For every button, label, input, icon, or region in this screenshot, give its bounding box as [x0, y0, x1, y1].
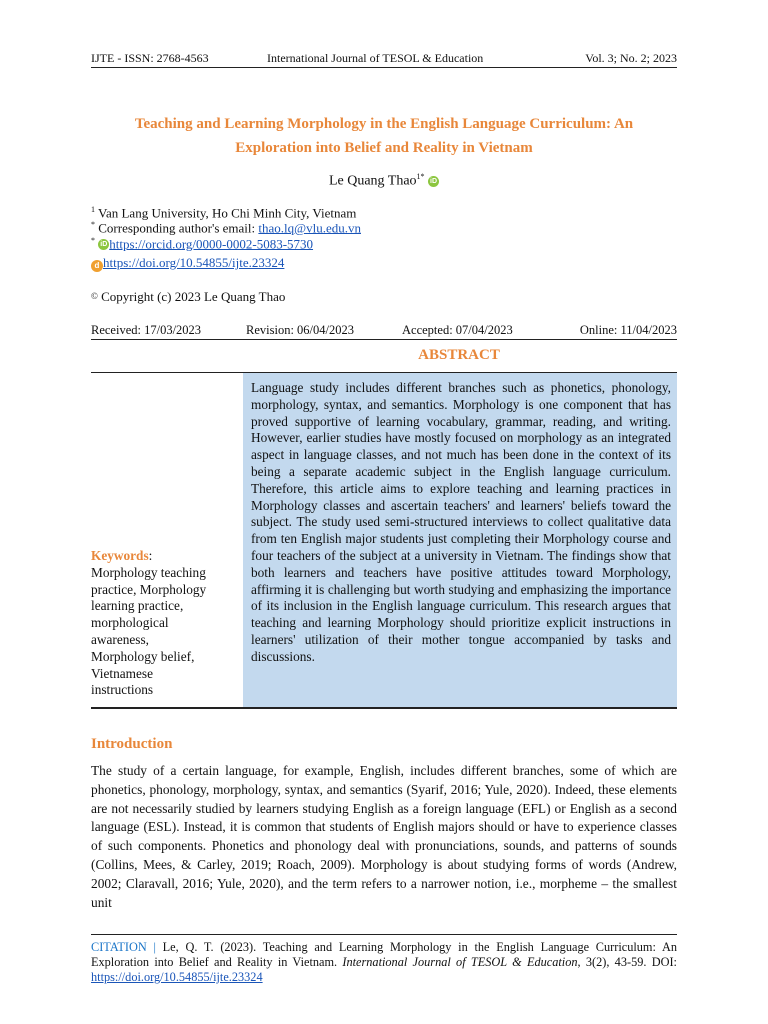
orcid-icon[interactable]: iD	[100, 241, 108, 249]
aff-number: 1	[91, 205, 95, 214]
citation-block	[91, 940, 677, 985]
citation-label: CITATION	[91, 940, 147, 954]
dates-row	[91, 323, 677, 340]
corr-mark: *	[91, 220, 95, 229]
doi-line	[91, 255, 284, 272]
keywords-colon: :	[148, 548, 153, 563]
copyright-icon: ©	[91, 291, 98, 301]
title-line-2: Exploration into Belief and Reality in Vietnam	[235, 140, 533, 156]
corr-label: Corresponding author's email:	[98, 220, 256, 236]
orcid-icon[interactable]: iD	[430, 177, 438, 185]
citation-details: , 3(2), 43-59. DOI:	[577, 955, 677, 969]
date-received: Received: 17/03/2023	[91, 323, 202, 337]
keyword-line: Morphology teaching	[91, 564, 206, 580]
running-header	[91, 51, 677, 68]
aff-text: Van Lang University, Ho Chi Minh City, Vietnam	[98, 205, 357, 221]
author-name: Le Quang Thao	[328, 173, 417, 189]
orcid-line	[91, 236, 313, 252]
doi-icon: d	[91, 260, 103, 272]
copyright-line	[91, 289, 285, 305]
citation-journal: International Journal of TESOL & Education	[342, 955, 578, 969]
email-link[interactable]: thao.lq@vlu.edu.vn	[258, 220, 361, 236]
orcid-link[interactable]: https://orcid.org/0000-0002-5083-5730	[109, 236, 314, 252]
abstract-heading: ABSTRACT	[418, 347, 500, 363]
copyright-text: Copyright (c) 2023 Le Quang Thao	[101, 289, 286, 304]
keyword-line: Morphology belief,	[91, 648, 195, 664]
keyword-line: Vietnamese	[91, 665, 153, 681]
header-issn: IJTE - ISSN: 2768-4563	[91, 51, 209, 65]
keyword-line: morphological	[91, 615, 169, 631]
orcid-mark: *	[91, 236, 95, 245]
header-volume: Vol. 3; No. 2; 2023	[585, 51, 677, 65]
affiliation-1	[91, 205, 356, 221]
keyword-line: awareness,	[91, 631, 149, 647]
corresponding-email	[91, 220, 361, 236]
date-revision: Revision: 06/04/2023	[246, 323, 354, 337]
date-accepted: Accepted: 07/04/2023	[402, 323, 513, 337]
abstract-text: Language study includes different branches such as phonetics, phonology, morphology, syntax, and semantics. Morphology is one component that has proved supportive of learning vocabulary, grammar, reading, and writing. However, earlier studies have mostly focused on morphology as an integrated aspect in language classes, and not much has been done in the context of its being a separate academic subject in the English language curriculum. Therefore, this article aims to explore teaching and learning practices in Morphology classes and ascertain teachers' and learners' beliefs toward the subject. The study used semi-structured interviews to collect qualitative data from ten English major students just completing their Morphology course and four teachers of the subject at a university in Vietnam. The findings show that both learners and teachers have positive attitudes toward Morphology, affirming it is challenging but worth studying and emphasizing the importance of its inclusion in the English language curriculum. This research argues that teaching and learning Morphology should prioritize explicit instructions in learners' utilization of their mother tongue accompanied by tasks and discussions.	[251, 380, 671, 664]
paper-title	[91, 112, 677, 160]
introduction-text: The study of a certain language, for example, English, includes different branches, some of which are phonetics, phonology, morphology, syntax, and semantics (Syarif, 2016; Yule, 2020). Indeed, these elements are not necessarily studied by learners studying English as a foreign language (EFL) or English as a second language (ESL). Instead, it is common that students of English majors should or have to experience classes of such components. Phonetics and phonology deal with pronunciations, sounds, and patterns of sounds (Collins, Mees, & Carley, 2019; Roach, 2009). Morphology is about studying forms of words (Andrew, 2002; Claravall, 2016; Yule, 2020), and the term refers to a narrower notion, i.e., morpheme – the smallest unit	[91, 763, 677, 910]
keywords-label: Keywords	[91, 548, 149, 563]
keyword-line: practice, Morphology	[91, 581, 207, 597]
date-online: Online: 11/04/2023	[579, 323, 677, 337]
doi-link[interactable]: https://doi.org/10.54855/ijte.23324	[103, 255, 285, 270]
author-line	[91, 172, 677, 190]
citation-rule	[91, 934, 677, 935]
keyword-line: instructions	[91, 682, 154, 698]
title-line-1: Teaching and Learning Morphology in the English Language Curriculum: An	[134, 116, 634, 132]
abstract-bottom-rule	[91, 707, 677, 709]
introduction-heading: Introduction	[91, 736, 173, 752]
header-journal: International Journal of TESOL & Education	[267, 51, 484, 65]
citation-sep: |	[146, 940, 163, 954]
citation-doi-link[interactable]: https://doi.org/10.54855/ijte.23324	[91, 970, 263, 984]
keywords-block	[91, 548, 236, 699]
author-marks: 1*	[416, 172, 425, 181]
keyword-line: learning practice,	[91, 598, 184, 614]
citation-text: Le, Q. T. (2023). Teaching and Learning Morphology in the English Language Curriculum: An Exploration into Belief and Reality in Vietnam.	[91, 940, 677, 969]
